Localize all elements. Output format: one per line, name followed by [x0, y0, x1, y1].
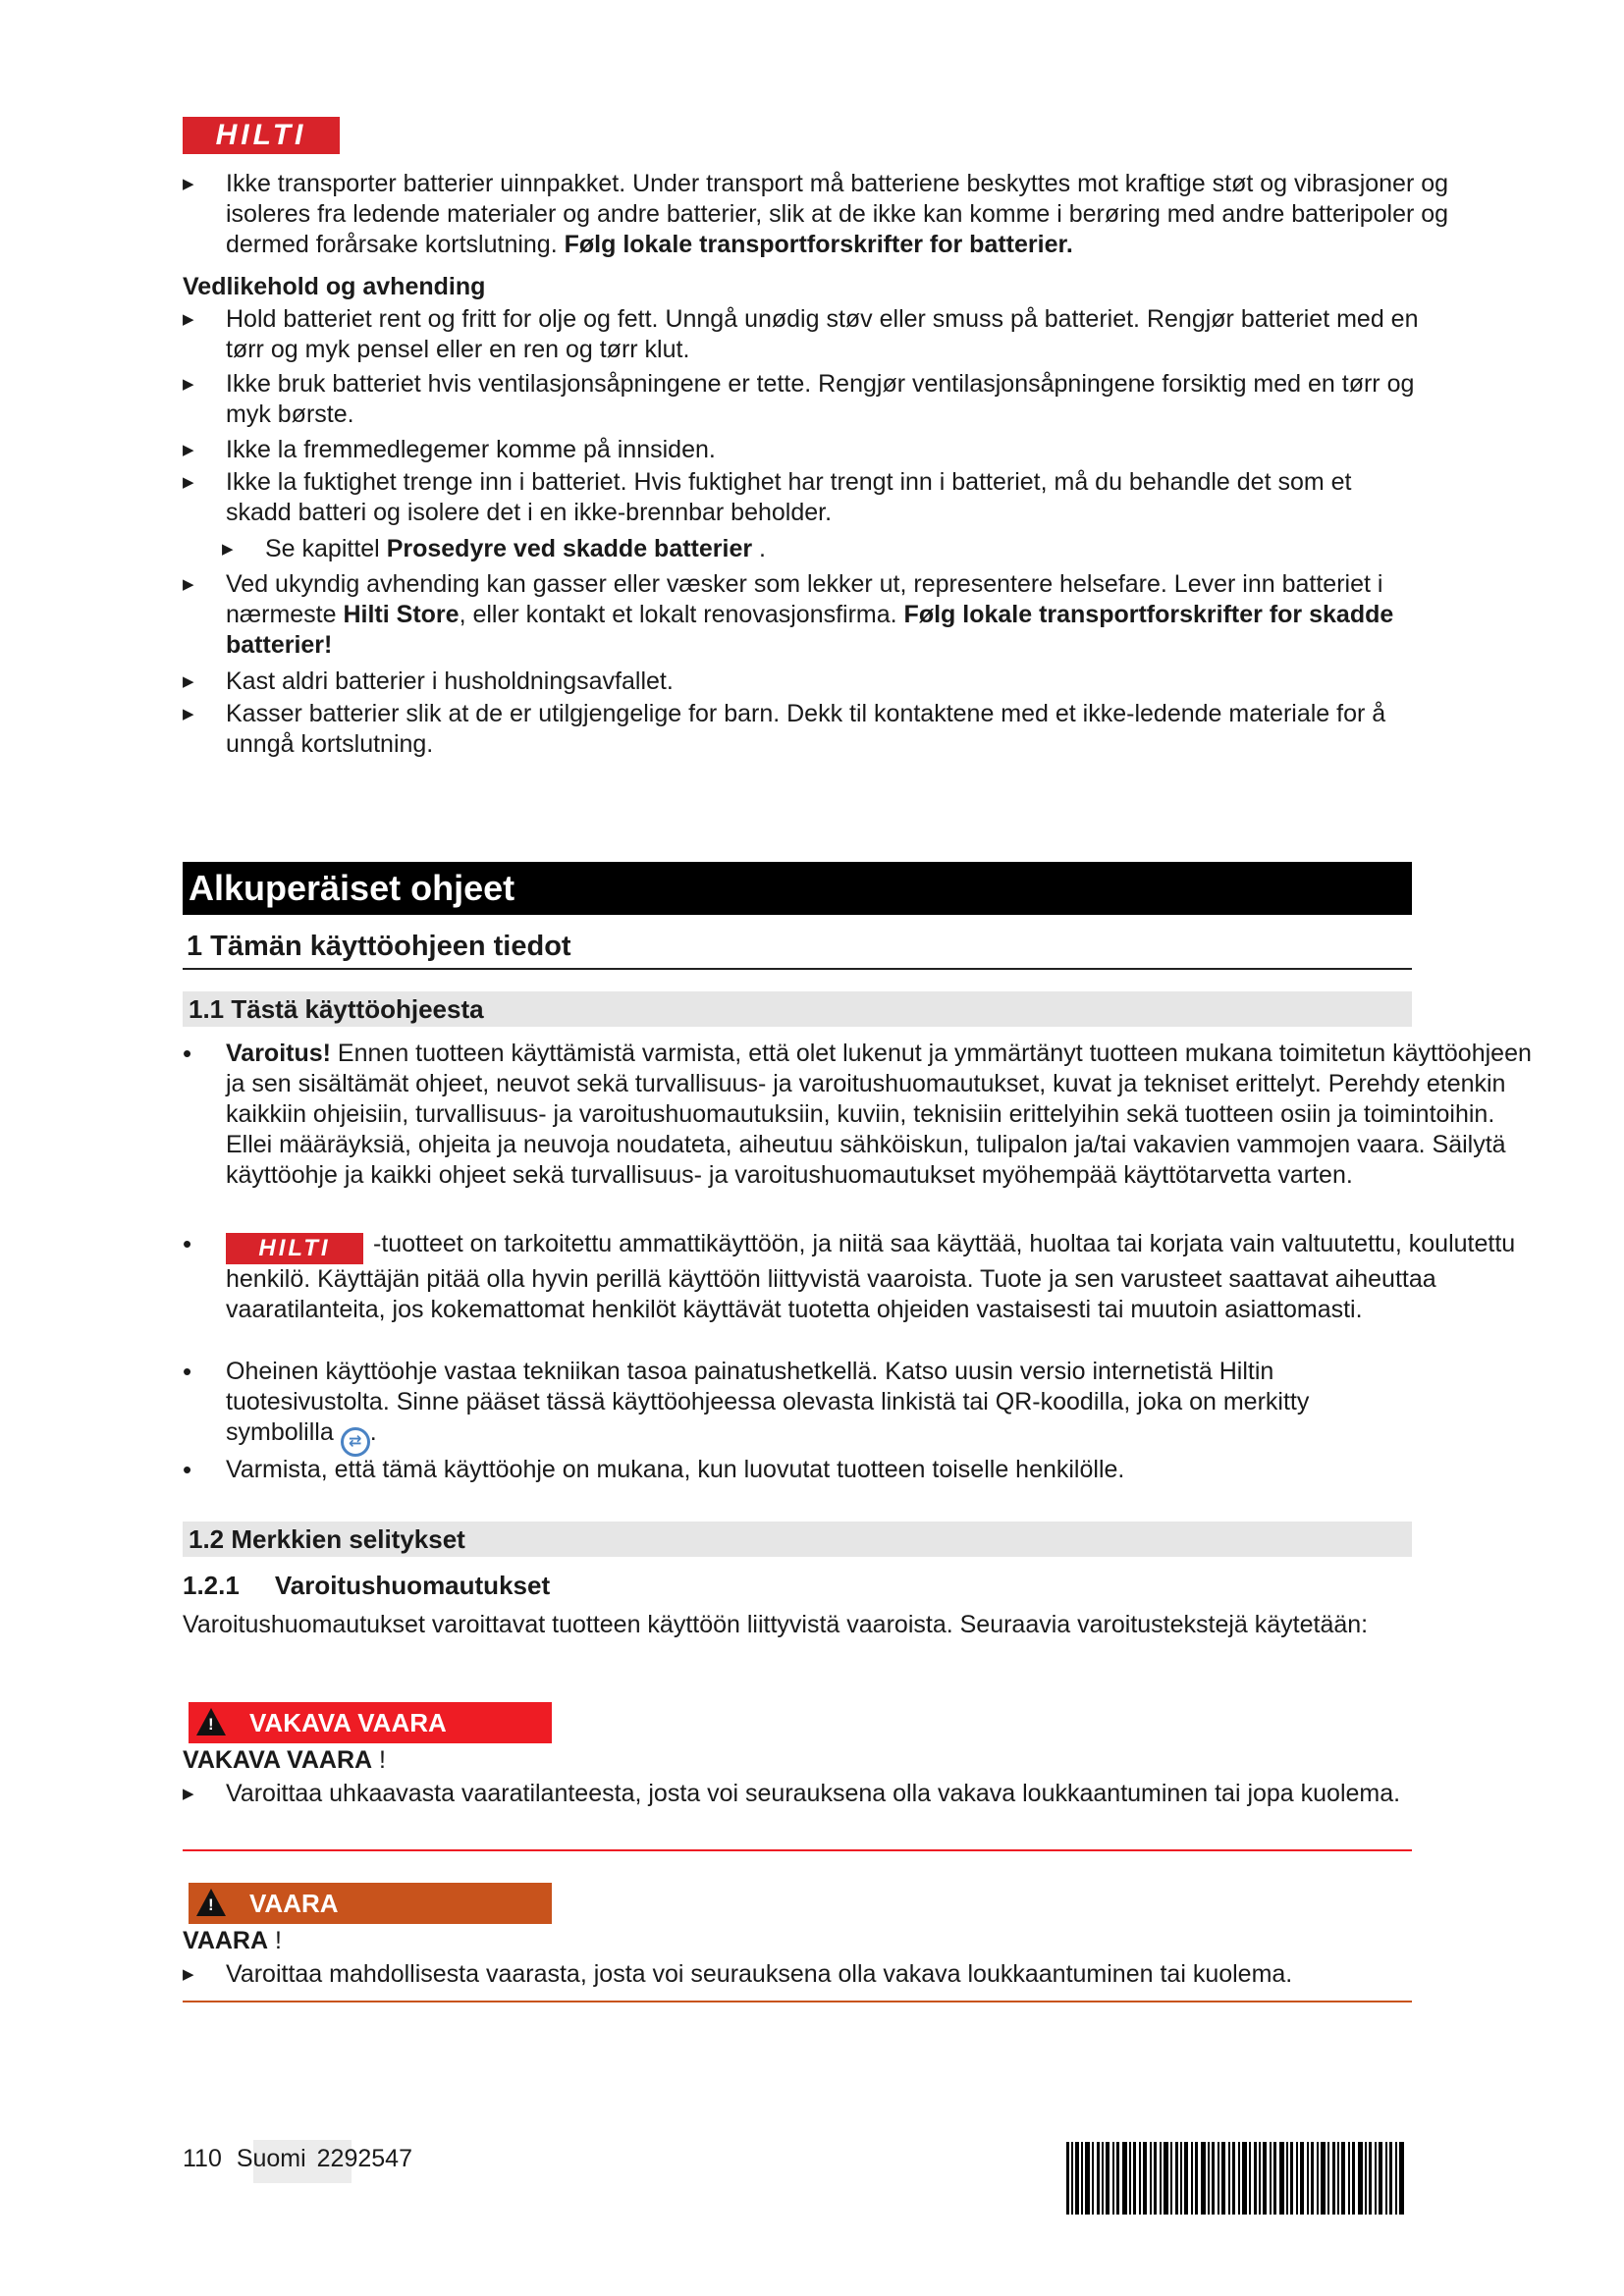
sub-list-item: ▶ Se kapittel Prosedyre ved skadde batterier .: [222, 535, 766, 562]
subsection-heading: 1.1 Tästä käyttöohjeesta: [183, 991, 1412, 1027]
triangle-right-icon: ▶: [183, 706, 194, 722]
page-footer: 110 Suomi 2292547: [183, 2145, 412, 2172]
list-item: ▶ Varoittaa uhkaavasta vaaratilanteesta, josta voi seurauksena olla vakava loukkaantuminen tai jopa kuolema.: [183, 1780, 1401, 1807]
triangle-right-icon: ▶: [222, 541, 234, 558]
triangle-right-icon: ▶: [183, 442, 194, 458]
triangle-right-icon: ▶: [183, 176, 194, 192]
list-item: • Varoitus! Ennen tuotteen käyttämistä varmista, että olet lukenut ja ymmärtänyt tuotteen mukana toimitetun käyttöohjeen ja sen sisältämät ohjeet, neuvot sekä turvallisuus- ja varoitushuomautukset, kuvat ja tekniset erittelyt. Perehdy etenkin kaikkiin ohjeisiin, turvallisuus- ja varoitushuomautuksiin, kuviin, teknisiin erittelyihin sekä tuotteen osiin ja toimintoihin. Ellei määräyksiä, ohjeita ja neuvoja noudateta, aiheutuu sähköiskun, tulipalon ja/tai vakavien vammojen vaara. Säilytä käyttöohje ja kaikki ohjeet sekä turvallisuus- ja varoitushuomautukset myöhempää käyttötarvetta varten.: [183, 1039, 1532, 1189]
list-item: ▶ Varoittaa mahdollisesta vaarasta, josta voi seurauksena olla vakava loukkaantuminen tai kuolema.: [183, 1960, 1293, 1988]
cross-reference-link[interactable]: Prosedyre ved skadde batterier: [386, 535, 753, 562]
hilti-logo: HILTI: [226, 1233, 363, 1264]
list-item: ▶ Kast aldri batterier i husholdningsavfallet.: [183, 667, 674, 695]
triangle-right-icon: ▶: [183, 673, 194, 690]
divider: [183, 1849, 1412, 1851]
bullet-icon: •: [183, 1039, 192, 1068]
hilti-logo: HILTI: [183, 117, 340, 154]
list-item: ▶ Kasser batterier slik at de er utilgjengelige for barn. Dekk til kontaktene med et ikke-ledende materiale for å unngå kortslutning.: [183, 700, 1386, 758]
warning-label: ! VAARA: [189, 1883, 552, 1924]
warning-title: VAARA !: [183, 1927, 282, 1954]
sub-subsection-heading: 1.2.1 Varoitushuomautukset: [183, 1571, 551, 1600]
warning-title: VAKAVA VAARA !: [183, 1746, 386, 1774]
triangle-right-icon: ▶: [183, 576, 194, 593]
triangle-right-icon: ▶: [183, 474, 194, 491]
subsection-heading: 1.2 Merkkien selitykset: [183, 1522, 1412, 1557]
qr-link-icon[interactable]: ⇄: [341, 1427, 370, 1457]
list-item: ▶ Ikke transporter batterier uinnpakket. Under transport må batteriene beskyttes mot kraftige støt og vibrasjoner og isoleres fra ledende materialer og andre batterier, slik at de ikke kan komme i berøring med andre batteripoler og dermed forårsake kortslutning. Følg lokale transportforskrifter for batterier.: [183, 170, 1449, 258]
bullet-icon: •: [183, 1357, 192, 1386]
list-item: ▶ Ikke la fuktighet trenge inn i batteriet. Hvis fuktighet har trengt inn i batteriet, må du behandle det som et skadd batteri og isolere det i en ikke-brennbar beholder.: [183, 468, 1352, 526]
bullet-icon: •: [183, 1455, 192, 1484]
list-item: • HILTI -tuotteet on tarkoitettu ammattikäyttöön, ja niitä saa käyttää, huoltaa tai korjata vain valtuutettu, koulutettu henkilö. Käyttäjän pitää olla hyvin perillä käyttöön liittyvistä vaaroista. Tuote ja sen varusteet saattavat aiheuttaa vaaratilanteita, jos kokemattomat henkilöt käyttävät tuotetta ohjeiden vastaisesti tai muutoin asiattomasti.: [183, 1229, 1516, 1323]
section-banner: Alkuperäiset ohjeet: [183, 862, 1412, 915]
triangle-right-icon: ▶: [183, 311, 194, 328]
list-item: ▶ Ikke la fremmedlegemer komme på innsiden.: [183, 436, 716, 463]
list-item: • Varmista, että tämä käyttöohje on mukana, kun luovutat tuotteen toiselle henkilölle.: [183, 1455, 1125, 1484]
list-item: ▶ Ved ukyndig avhending kan gasser eller væsker som lekker ut, representere helsefare. Lever inn batteriet i nærmeste Hilti Store, eller kontakt et lokalt renovasjonsfirma. Følg lokale transportforskrifter for skadde batterier!: [183, 570, 1394, 659]
intro-paragraph: Varoitushuomautukset varoittavat tuotteen käyttöön liittyvistä vaaroista. Seuraavia varoitustekstejä käytetään:: [183, 1611, 1369, 1638]
barcode: [1066, 2142, 1404, 2215]
divider: [183, 2001, 1412, 2002]
triangle-right-icon: ▶: [183, 376, 194, 393]
triangle-right-icon: ▶: [183, 1786, 194, 1802]
list-item: ▶ Ikke bruk batteriet hvis ventilasjonsåpningene er tette. Rengjør ventilasjonsåpningene forsiktig med en tørr og myk børste.: [183, 370, 1415, 428]
triangle-right-icon: ▶: [183, 1966, 194, 1983]
list-item: ▶ Hold batteriet rent og fritt for olje og fett. Unngå unødig støv eller smuss på batteriet. Rengjør batteriet med en tørr og myk pensel eller en ren og tørr klut.: [183, 305, 1419, 363]
bullet-icon: •: [183, 1229, 192, 1258]
section-heading: Vedlikehold og avhending: [183, 273, 486, 300]
list-item: • Oheinen käyttöohje vastaa tekniikan tasoa painatushetkellä. Katso uusin versio internetistä Hiltin tuotesivustolta. Sinne pääset tässä käyttöohjeessa olevasta linkistä tai QR-koodilla, joka on merkitty symbolilla ⇄ .: [183, 1357, 1420, 1457]
warning-label-severe: ! VAKAVA VAARA: [189, 1702, 552, 1743]
divider: [183, 968, 1412, 970]
chapter-heading: 1 Tämän käyttöohjeen tiedot: [187, 931, 571, 962]
